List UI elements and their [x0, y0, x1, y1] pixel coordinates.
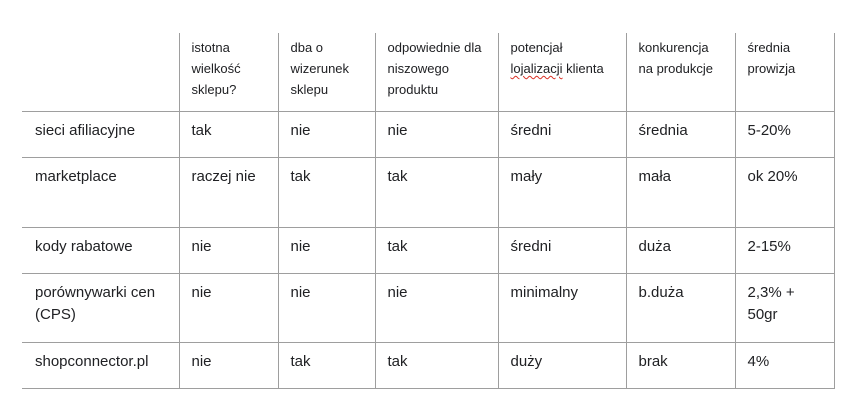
row-label: porównywarki cen (CPS)	[22, 273, 179, 342]
table-cell: 4%	[735, 342, 834, 388]
spellcheck-flagged-word: lojalizacji	[510, 61, 563, 76]
header-dba-o-wizerunek: dba o wizerunek sklepu	[278, 33, 375, 111]
comparison-table	[22, 33, 835, 389]
table-cell: nie	[278, 111, 375, 157]
table-cell: tak	[375, 227, 498, 273]
row-label: kody rabatowe	[22, 227, 179, 273]
table-cell: nie	[278, 227, 375, 273]
table-cell: ok 20%	[735, 157, 834, 227]
header-konkurencja: konkurencja na produkcje	[626, 33, 735, 111]
table-row	[22, 273, 834, 342]
header-corner-cell	[22, 33, 179, 111]
table-cell: nie	[375, 273, 498, 342]
table-cell: minimalny	[498, 273, 626, 342]
table-cell: mała	[626, 157, 735, 227]
table-cell: duża	[626, 227, 735, 273]
table-cell: nie	[278, 273, 375, 342]
header-srednia-prowizja: średnia prowizja	[735, 33, 834, 111]
table-row	[22, 111, 834, 157]
table-cell: raczej nie	[179, 157, 278, 227]
table-cell: tak	[375, 157, 498, 227]
table-cell: nie	[179, 227, 278, 273]
table-cell: b.duża	[626, 273, 735, 342]
table-cell: 5-20%	[735, 111, 834, 157]
table-cell: brak	[626, 342, 735, 388]
row-label: sieci afiliacyjne	[22, 111, 179, 157]
table-row	[22, 157, 834, 227]
row-label: marketplace	[22, 157, 179, 227]
table-row	[22, 342, 834, 388]
table-cell: tak	[278, 157, 375, 227]
table-cell: tak	[278, 342, 375, 388]
table-cell: średni	[498, 227, 626, 273]
table-cell: nie	[179, 342, 278, 388]
header-potencjal-word: potencjał	[510, 40, 563, 55]
table-cell: 2-15%	[735, 227, 834, 273]
table-cell: tak	[375, 342, 498, 388]
header-row	[22, 33, 834, 111]
table-cell: nie	[375, 111, 498, 157]
header-potencjal-lojalizacji	[498, 33, 626, 111]
table-cell: nie	[179, 273, 278, 342]
table-cell: średni	[498, 111, 626, 157]
row-label: shopconnector.pl	[22, 342, 179, 388]
table-cell: duży	[498, 342, 626, 388]
table-cell: mały	[498, 157, 626, 227]
header-odpowiednie-niszowe: odpowiednie dla niszowego produktu	[375, 33, 498, 111]
table-cell: tak	[179, 111, 278, 157]
table-cell: 2,3% + 50gr	[735, 273, 834, 342]
header-istotna-wielkosc: istotna wielkość sklepu?	[179, 33, 278, 111]
table-row	[22, 227, 834, 273]
table-cell: średnia	[626, 111, 735, 157]
header-potencjal-klienta: klienta	[566, 61, 604, 76]
